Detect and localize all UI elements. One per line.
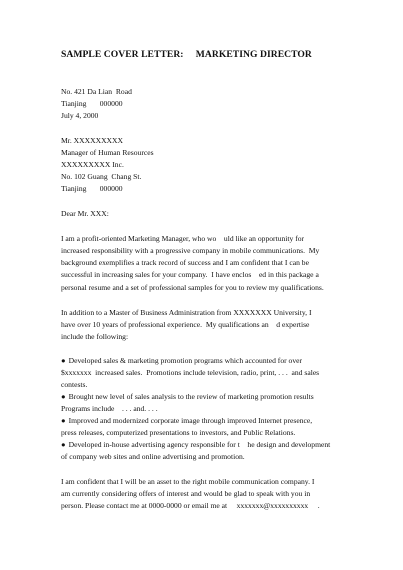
recipient-line: XXXXXXXXX Inc. xyxy=(61,160,124,169)
bullet-text: Improved and modernized corporate image through improved Internet presence, xyxy=(68,416,313,425)
recipient-line: Mr. XXXXXXXXX xyxy=(61,136,124,145)
bullet-icon: ● xyxy=(61,392,66,401)
bullet-continuation: Programs include . . . and. . . . xyxy=(61,404,158,413)
bullet-text: Developed in-house advertising agency responsible for t he design and development xyxy=(68,440,331,449)
bullet-item xyxy=(61,392,314,402)
paragraph-line: personal resume and a set of professional samples for you to review my qualifications. xyxy=(61,283,324,292)
paragraph-line: include the following: xyxy=(61,332,129,341)
bullet-continuation: contests. xyxy=(61,380,88,389)
salutation: Dear Mr. XXX: xyxy=(61,209,109,218)
bullet-icon: ● xyxy=(61,440,66,449)
closing-line: person. Please contact me at 0000-0000 or email me at xxxxxxx@xxxxxxxxxx . xyxy=(61,501,320,510)
paragraph-line: I am a profit-oriented Marketing Manager, who wo uld like an opportunity for xyxy=(61,234,305,243)
paragraph-line: successful in increasing sales for your company. I have enclos ed in this package a xyxy=(61,270,319,279)
paragraph-line: have over 10 years of professional experience. My qualifications an d expertise xyxy=(61,320,310,329)
closing-line: I am confident that I will be an asset to the right mobile communication company. I xyxy=(61,477,315,486)
bullet-item xyxy=(61,416,312,426)
bullet-text: Brought new level of sales analysis to the review of marketing promotion results xyxy=(68,392,314,401)
bullet-continuation: press releases, computerized presentations to investors, and Public Relations. xyxy=(61,428,296,437)
bullet-item xyxy=(61,356,302,366)
paragraph-line: background exemplifies a track record of success and I am confident that I can be xyxy=(61,258,309,267)
sender-address-line: Tianjing 000000 xyxy=(61,99,123,108)
recipient-line: Manager of Human Resources xyxy=(61,148,154,157)
bullet-continuation: $xxxxxxx increased sales. Promotions include television, radio, print, . . . and sales xyxy=(61,368,320,377)
letter-title: SAMPLE COVER LETTER: MARKETING DIRECTOR xyxy=(61,49,312,60)
closing-line: am currently considering offers of interest and would be glad to speak with you in xyxy=(61,489,311,498)
bullet-continuation: of company web sites and online advertising and promotion. xyxy=(61,452,245,461)
sender-address-line: No. 421 Da Lian Road xyxy=(61,87,132,96)
letter-date: July 4, 2000 xyxy=(61,111,99,120)
bullet-icon: ● xyxy=(61,416,66,425)
paragraph-line: increased responsibility with a progressive company in mobile communications. My xyxy=(61,246,320,255)
bullet-text: Developed sales & marketing promotion programs which accounted for over xyxy=(68,356,303,365)
bullet-item xyxy=(61,440,330,450)
recipient-line: Tianjing 000000 xyxy=(61,184,123,193)
recipient-line: No. 102 Guang Chang St. xyxy=(61,172,142,181)
bullet-icon: ● xyxy=(61,356,66,365)
paragraph-line: In addition to a Master of Business Administration from XXXXXXX University, I xyxy=(61,308,312,317)
